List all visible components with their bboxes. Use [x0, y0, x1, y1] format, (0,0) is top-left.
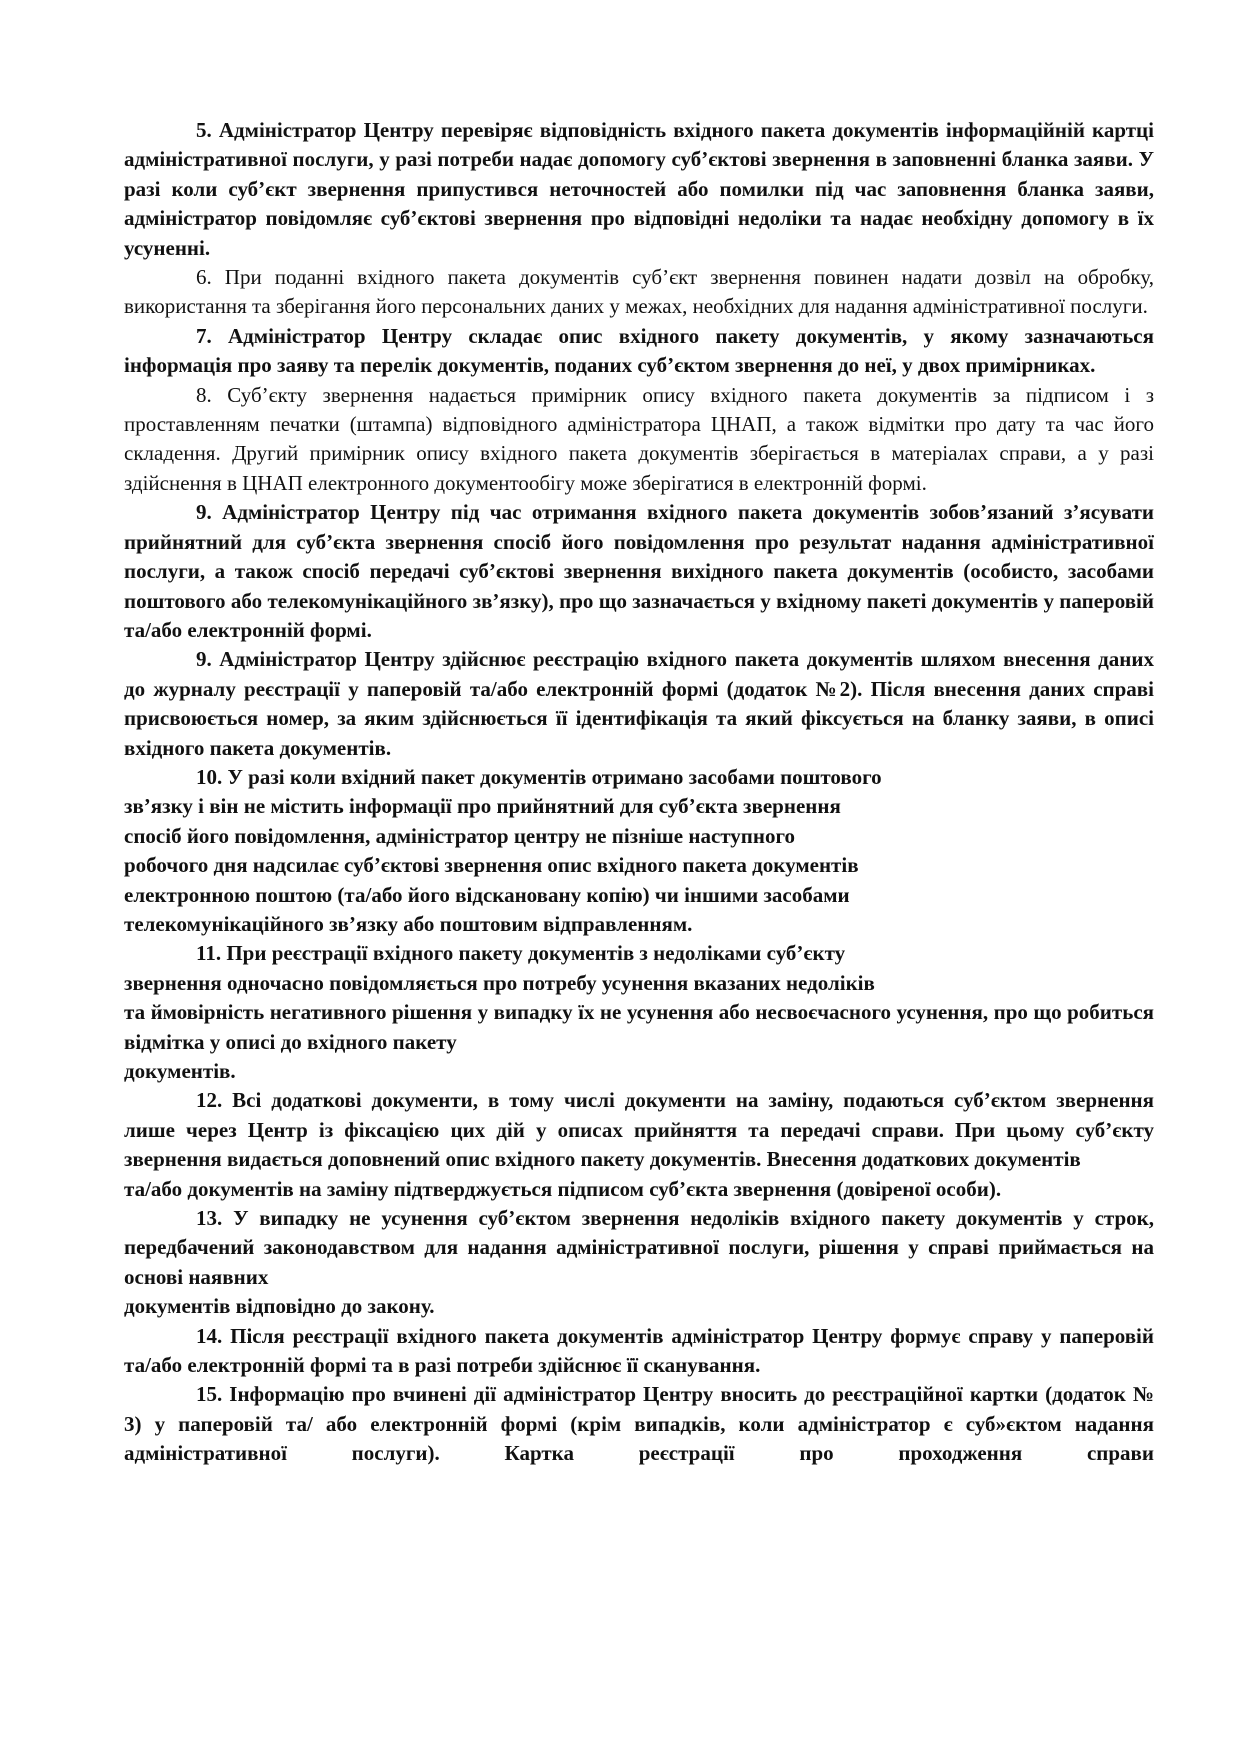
paragraph-6: 6. При поданні вхідного пакета документів суб’єкт звернення повинен надати дозвіл на обробку, використання та зберігання його персональних даних у межах, необхідних для надання адміністративної послуги.: [124, 265, 1154, 319]
paragraph-12-tail: та/або документів на заміну підтверджується підписом суб’єкта звернення (довіреної особи).: [124, 1176, 1002, 1201]
paragraph-15: 15. Інформацію про вчинені дії адміністратор Центру вносить до реєстраційної картки (додаток № 3) у паперовій та/ або електронній формі (крім випадків, коли адміністратор є суб»єктом надання адміністративної послуги). Картка реєстрації про проходження справи: [124, 1382, 1154, 1466]
paragraph-14: 14. Після реєстрації вхідного пакета документів адміністратор Центру формує справу у паперовій та/або електронній формі та в разі потреби здійснює її сканування.: [124, 1323, 1154, 1378]
paragraph-11-line: звернення одночасно повідомляється про потребу усунення вказаних недоліків: [124, 970, 875, 995]
paragraph-10-line: телекомунікаційного зв’язку або поштовим відправленням.: [124, 911, 693, 936]
paragraph-13-main: 13. У випадку не усунення суб’єктом звернення недоліків вхідного пакету документів у строк, передбачений законодавством для надання адміністративної послуги, рішення у справі приймається на основі наявних: [124, 1206, 1154, 1289]
paragraph-11-line: та ймовірність негативного рішення у випадку їх не усунення або несвоєчасного усунення, про що робиться відмітка у описі до вхідного пакету: [124, 1000, 1154, 1054]
paragraph-12-main: 12. Всі додаткові документи, в тому числі документи на заміну, подаються суб’єктом звернення лише через Центр із фіксацією цих дій у описах прийняття та передачі справи. При цьому суб’єкту звернення видається доповнений опис вхідного пакету документів. Внесення додаткових документів: [124, 1088, 1154, 1172]
paragraph-8: 8. Суб’єкту звернення надається примірник опису вхідного пакета документів за підписом і з проставленням печатки (штампа) відповідного адміністратора ЦНАП, а також відмітки про дату та час його складення. Другий примірник опису вхідного пакета документів зберігається в матеріалах справи, а у разі здійснення в ЦНАП електронного документообігу може зберігатися в електронній формі.: [124, 382, 1154, 495]
paragraph-13: [124, 1204, 1154, 1322]
paragraph-12: [124, 1086, 1154, 1204]
paragraph-11-line: 11. При реєстрації вхідного пакету документів з недоліками суб’єкту: [196, 941, 846, 966]
paragraph-10-line: робочого дня надсилає суб’єктові звернення опис вхідного пакета документів: [124, 853, 859, 878]
paragraph-9-communication: 9. Адміністратор Центру під час отримання вхідного пакета документів зобов’язаний з’ясувати прийнятний для суб’єкта звернення спосіб його повідомлення про результат надання адміністративної послуги, а також спосіб передачі суб’єктові звернення вихідного пакета документів (особисто, засобами поштового або телекомунікаційного зв’язку), про що зазначається у вхідному пакеті документів у паперовій та/або електронній формі.: [124, 500, 1154, 642]
document-page: [124, 116, 1154, 1469]
paragraph-13-tail: документів відповідно до закону.: [124, 1294, 435, 1319]
paragraph-9-registration: 9. Адміністратор Центру здійснює реєстрацію вхідного пакета документів шляхом внесення даних до журналу реєстрації у паперовій та/або електронній формі (додаток №2). Після внесення даних справі присвоюється номер, за яким здійснюється її ідентифікація та який фіксується на бланку заяви, в описі вхідного пакета документів.: [124, 647, 1154, 760]
paragraph-10-line: спосіб його повідомлення, адміністратор центру не пізніше наступного: [124, 823, 796, 848]
paragraph-10-line: електронною поштою (та/або його відскановану копію) чи іншими засобами: [124, 882, 850, 907]
paragraph-7: 7. Адміністратор Центру складає опис вхідного пакету документів, у якому зазначаються інформація про заяву та перелік документів, поданих суб’єктом звернення до неї, у двох примірниках.: [124, 323, 1154, 378]
paragraph-11: [124, 939, 1154, 1086]
paragraph-11-line: документів.: [124, 1059, 236, 1083]
paragraph-10-line: 10. У разі коли вхідний пакет документів отримано засобами поштового: [196, 764, 882, 789]
paragraph-10-line: зв’язку і він не містить інформації про прийнятний для суб’єкта звернення: [124, 794, 841, 819]
paragraph-5: 5. Адміністратор Центру перевіряє відповідність вхідного пакета документів інформаційній картці адміністративної послуги, у разі потреби надає допомогу суб’єктові звернення в заповненні бланка заяви. У разі коли суб’єкт звернення припустився неточностей або помилки під час заповнення бланка заяви, адміністратор повідомляє суб’єктові звернення про відповідні недоліки та надає необхідну допомогу в їх усуненні.: [124, 118, 1154, 260]
paragraph-10: [124, 763, 1154, 939]
